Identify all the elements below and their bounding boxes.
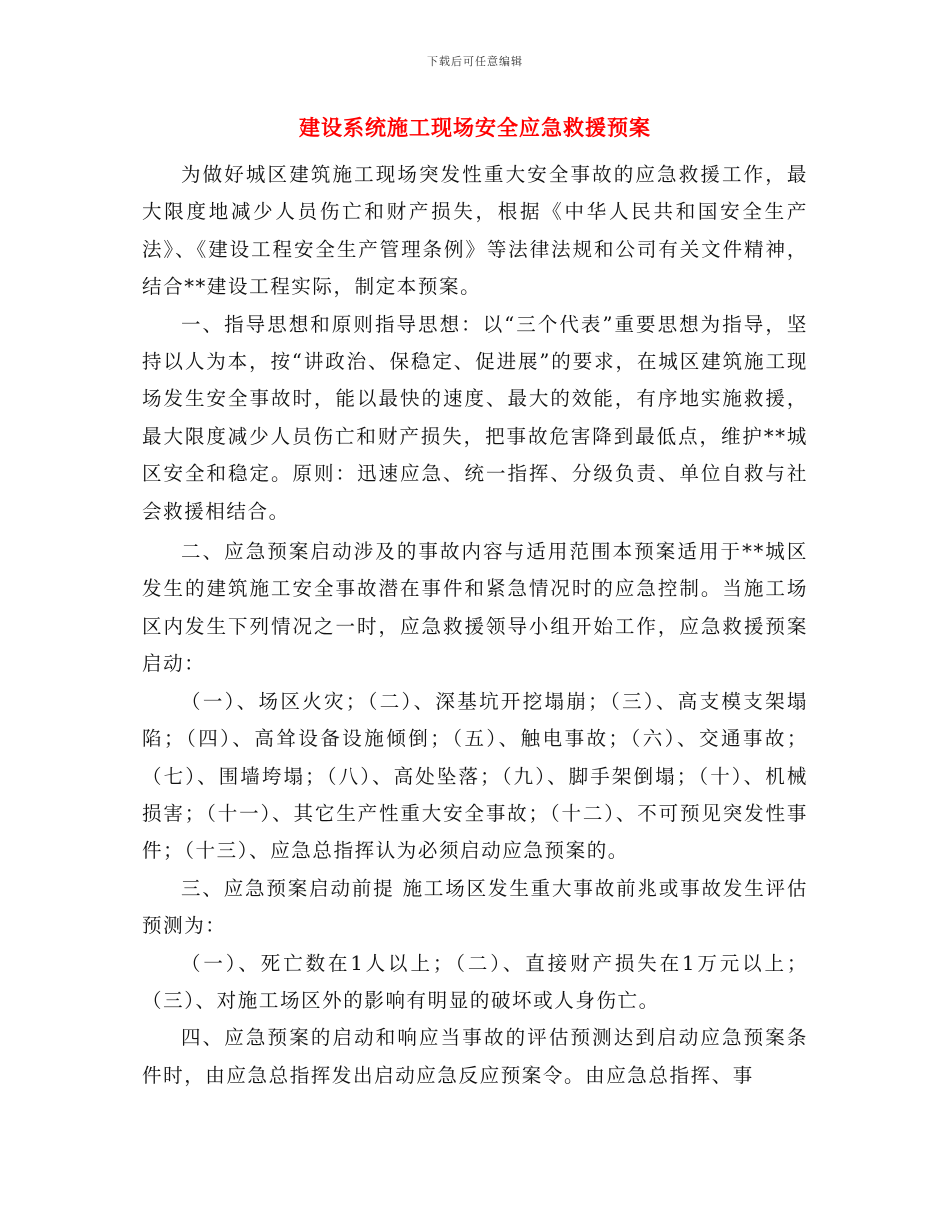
- paragraph-section-3: 三、应急预案启动前提 施工场区发生重大事故前兆或事故发生评估预测为：: [142, 876, 808, 938]
- paragraph-intro: 为做好城区建筑施工现场突发性重大安全事故的应急救援工作，最大限度地减少人员伤亡和财产损失，根据《中华人民共和国安全生产法》、《建设工程安全生产管理条例》等法律法规和公司有关文件精神，结合**建设工程实际，制定本预案。: [142, 163, 808, 299]
- paragraph-section-2: 二、应急预案启动涉及的事故内容与适用范围本预案适用于**城区发生的建筑施工安全事故潜在事件和紧急情况时的应急控制。当施工场区内发生下列情况之一时，应急救援领导小组开始工作，应急救援预案启动：: [142, 540, 808, 676]
- document-title: 建设系统施工现场安全应急救援预案: [299, 116, 651, 140]
- paragraph-accident-list: （一）、场区火灾；（二）、深基坑开挖塌崩；（三）、高支模支架塌陷；（四）、高耸设备设施倾倒；（五）、触电事故；（六）、交通事故；（七）、围墙垮塌；（八）、高处坠落；（九）、脚手架倒塌；（十）、机械损害；（十一）、其它生产性重大安全事故；（十二）、不可预见突发性事件；（十三）、应急总指挥认为必须启动应急预案的。: [142, 689, 808, 863]
- header-note: 下载后可任意编辑: [427, 55, 523, 68]
- document-body: [142, 156, 808, 1094]
- paragraph-section-4: 四、应急预案的启动和响应当事故的评估预测达到启动应急预案条件时，由应急总指挥发出启动应急反应预案令。由应急总指挥、事: [142, 1026, 808, 1087]
- paragraph-section-1: 一、指导思想和原则指导思想：以“三个代表”重要思想为指导，坚持以人为本，按“讲政治、保稳定、促进展”的要求，在城区建筑施工现场发生安全事故时，能以最快的速度、最大的效能，有序地实施救援，最大限度减少人员伤亡和财产损失，把事故危害降到最低点，维护**城区安全和稳定。原则：迅速应急、统一指挥、分级负责、单位自救与社会救援相结合。: [142, 312, 808, 523]
- paragraph-criteria: （一）、死亡数在1人以上；（二）、直接财产损失在1万元以上；（三）、对施工场区外的影响有明显的破坏或人身伤亡。: [142, 951, 808, 1012]
